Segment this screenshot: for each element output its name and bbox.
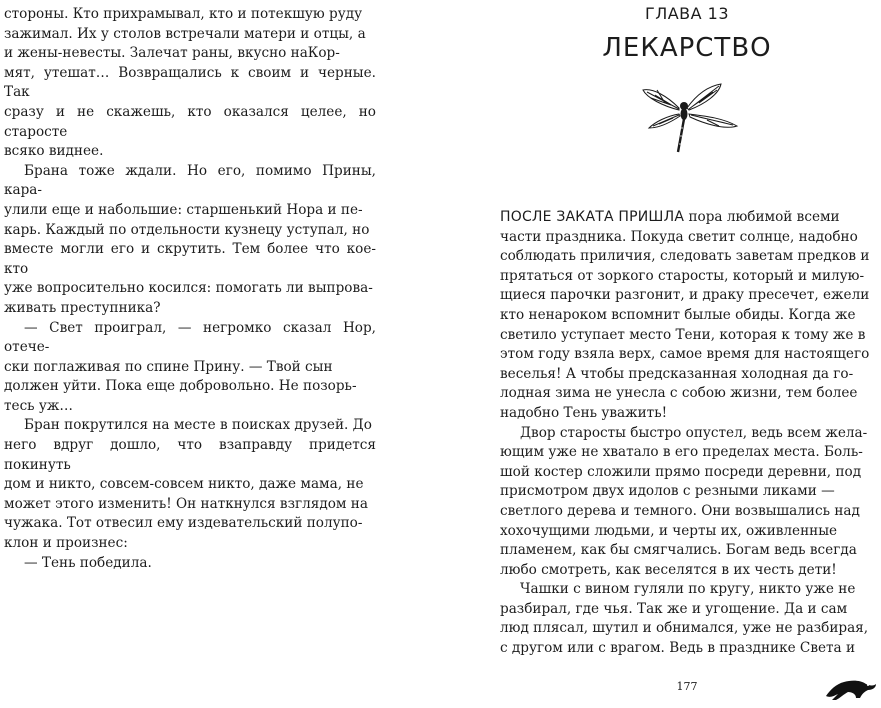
text-line: Бран покрутился на месте в поисках друзей. До xyxy=(24,417,372,434)
text-line: стороны. Кто прихрамывал, кто и потекшую руду xyxy=(4,6,363,22)
text-line: уже вопросительно косился: помогать ли выпрова- xyxy=(4,280,373,297)
text-line: светлого дерева и темного. Они возвышались над xyxy=(500,502,860,519)
text-line: сразу и не скажешь, кто оказался целее, но старосте xyxy=(4,103,376,140)
text-line: всяко виднее. xyxy=(4,143,104,160)
text-line: тесь уж… xyxy=(4,397,73,414)
paragraph xyxy=(4,5,376,162)
right-page xyxy=(500,0,874,659)
paragraph xyxy=(4,416,376,553)
left-page-text xyxy=(4,5,376,573)
text-line: веселья! А чтобы предсказанная холодная да го- xyxy=(500,365,854,382)
chapter-label: ГЛАВА 13 xyxy=(644,4,730,23)
text-line: части праздника. Покуда светит солнце, надобно xyxy=(500,228,858,245)
paragraph xyxy=(4,319,376,417)
left-page xyxy=(4,0,376,573)
paragraph xyxy=(500,424,874,581)
text-line: с другом или с врагом. Ведь в празднике Света и xyxy=(500,640,856,657)
text-line: люд плясал, шутил и обнимался, уже не разбирая, xyxy=(500,620,869,637)
text-line: присмотром двух идолов с резными ликами — xyxy=(500,483,835,500)
chapter-illustration xyxy=(500,68,874,208)
text-line: ющим уже не хватало в его пределах места. Боль- xyxy=(500,444,863,461)
text-line: карь. Каждый по отдельности кузнецу уступал, но xyxy=(4,221,370,238)
text-line: Двор старосты быстро опустел, ведь всем жела- xyxy=(520,424,868,441)
text-line: и жены-невесты. Залечат раны, вкусно наКор- xyxy=(4,45,340,62)
text-line: пламенем, как бы смягчались. Богам ведь всегда xyxy=(500,542,857,559)
text-line: живать преступника? xyxy=(4,299,161,316)
text-line: кто ненароком вспомнит былые обиды. Когда же xyxy=(500,306,856,323)
text-line: должен уйти. Пока еще добровольно. Не позорь- xyxy=(4,378,357,395)
text-line: — Свет проиграл, — негромко сказал Нор, отече- xyxy=(4,319,376,356)
lead-caps: ПОСЛЕ ЗАКАТА ПРИШЛА xyxy=(500,209,685,225)
text-line: хохочущими людьми, и черты их, оживленные xyxy=(500,522,838,539)
text-line: разбирал, где чья. Так же и угощение. Да и сам xyxy=(500,600,848,617)
text-line: улили еще и набольшие: старшенький Нора и пе- xyxy=(4,201,363,218)
text-line: щиеся парочки разгонит, и драку пресечет, ежели xyxy=(500,287,870,304)
text-line: него вдруг дошло, что взаправду придется покинуть xyxy=(4,437,376,473)
text-line: светило уступает место Тени, которая к тому же в xyxy=(500,326,866,343)
paragraph xyxy=(4,162,376,319)
text-line: ски поглаживая по спине Прину. — Твой сын xyxy=(4,358,333,375)
text-line: зажимал. Их у столов встречали матери и отцы, а xyxy=(4,25,366,42)
text-line: клон и произнес: xyxy=(4,535,128,552)
frog-ornament-icon xyxy=(822,672,878,702)
paragraph xyxy=(4,554,376,574)
chapter-title: ЛЕКАРСТВО xyxy=(602,33,772,63)
page-number: 177 xyxy=(676,680,698,693)
text-line: лодная зима не унесла с собою жизни, тем более xyxy=(500,385,858,402)
text-line: соблюдать приличия, следовать заветам предков и xyxy=(500,248,870,265)
paragraph xyxy=(500,208,874,424)
text-line: вместе могли его и скрутить. Тем более что кое-кто xyxy=(4,241,376,277)
text-line: Брана тоже ждали. Но его, помимо Прины, кара- xyxy=(4,162,376,199)
text-line: Чашки с вином гуляли по кругу, никто уже не xyxy=(520,581,856,598)
text-line: может этого изменить! Он наткнулся взглядом на xyxy=(4,495,368,512)
text-line: шой костер сложили прямо посреди деревни, под xyxy=(500,463,862,480)
text-line: — Тень победила. xyxy=(24,554,152,571)
text-line: дом и никто, совсем-совсем никто, даже мама, не xyxy=(4,476,364,493)
text-line: любо смотреть, как веселятся в их честь дети! xyxy=(500,561,837,578)
text-line: этом году взяла верх, самое время для настоящего xyxy=(500,346,870,363)
paragraph xyxy=(500,580,874,658)
text-line: прятаться от зоркого старосты, который и милую- xyxy=(500,267,865,284)
right-page-text xyxy=(500,208,874,659)
text-line: чужака. Тот отвесил ему издевательский полупо- xyxy=(4,515,363,532)
text-line: мят, утешат… Возвращались к своим и черные. Так xyxy=(4,64,376,101)
text-line: надобно Тень уважить! xyxy=(500,404,668,421)
dragonfly-icon xyxy=(635,78,745,158)
text-line: пора любимой всеми xyxy=(684,209,840,225)
